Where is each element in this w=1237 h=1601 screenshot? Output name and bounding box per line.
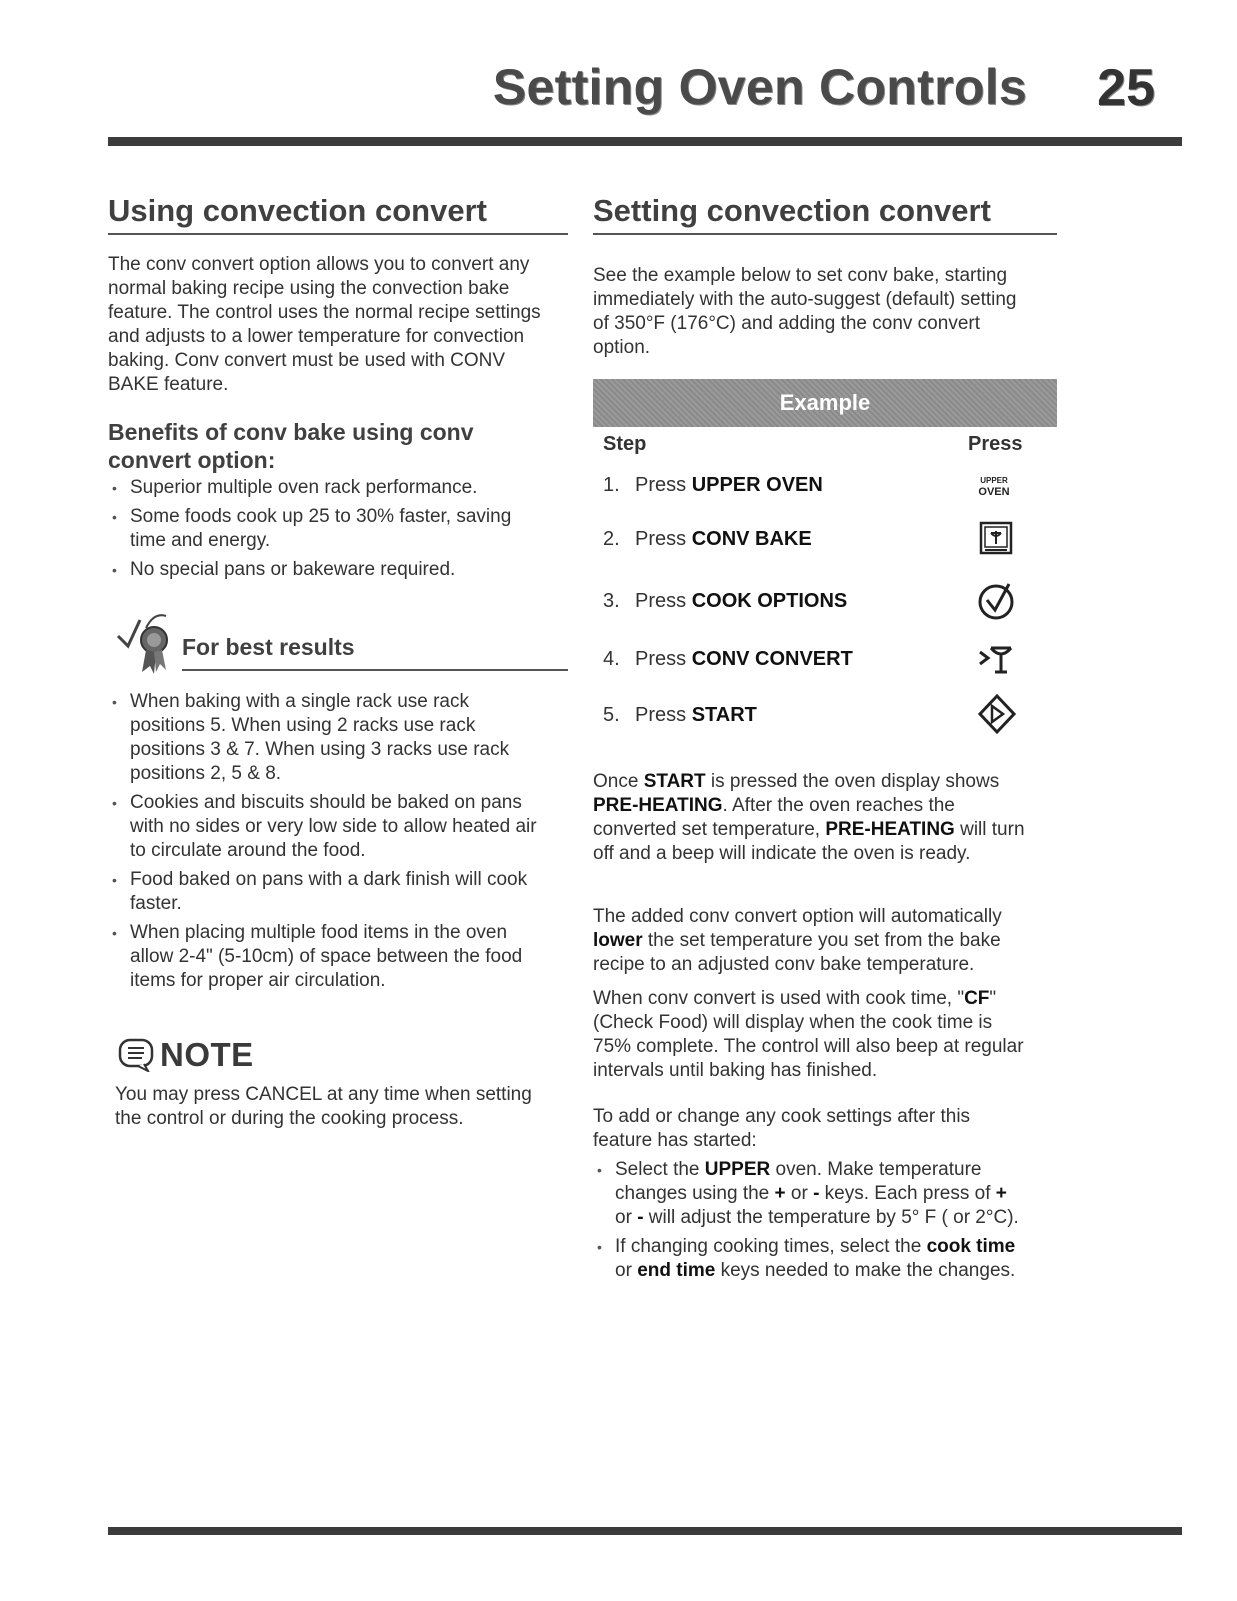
text-run: converted set temperature, xyxy=(593,819,826,840)
list-item-text: time and energy. xyxy=(130,530,271,551)
list-item-text: allow 2-4" (5-10cm) of space between the food xyxy=(130,946,523,967)
text-run: intervals until baking has finished. xyxy=(593,1060,878,1081)
text-run: " xyxy=(989,988,997,1009)
example-step-4 xyxy=(603,648,853,671)
step-key-name: CONV BAKE xyxy=(691,528,812,550)
example-step-3 xyxy=(603,590,847,613)
list-item xyxy=(108,505,578,553)
benefits-list xyxy=(108,476,578,587)
conv-convert-key-icon xyxy=(977,642,1017,676)
text-run: changes using the xyxy=(615,1183,775,1204)
text-run-bold: CF xyxy=(964,988,990,1009)
list-item xyxy=(108,476,578,500)
conv-bake-key-icon xyxy=(979,521,1013,555)
page-number: 25 xyxy=(1097,59,1155,117)
text-run: To add or change any cook settings after this xyxy=(593,1106,971,1127)
best-results-list xyxy=(108,690,583,998)
example-step-2 xyxy=(603,528,812,551)
start-key-icon xyxy=(978,694,1016,734)
text-run-bold: + xyxy=(995,1183,1007,1204)
step-key-name: START xyxy=(691,704,757,726)
note-line: the control or during the cooking process. xyxy=(115,1108,464,1129)
example-step-1 xyxy=(603,474,823,497)
step-number: 5. xyxy=(603,704,620,726)
cook-time-paragraph xyxy=(593,987,1063,1083)
step-number: 4. xyxy=(603,648,620,670)
intro-line: See the example below to set conv bake, starting xyxy=(593,265,1008,286)
intro-line: BAKE feature. xyxy=(108,374,229,395)
list-item-text: Food baked on pans with a dark finish will cook xyxy=(130,869,528,890)
note-line: You may press CANCEL at any time when setting xyxy=(115,1084,532,1105)
text-run-bold: end time xyxy=(637,1260,716,1281)
right-intro-paragraph xyxy=(593,264,1063,360)
text-run-bold: cook time xyxy=(926,1236,1016,1257)
text-run-bold: START xyxy=(643,771,706,792)
step-key-name: UPPER OVEN xyxy=(691,474,823,496)
upper-oven-key-label: OVEN xyxy=(978,486,1010,498)
intro-line: baking. Conv convert must be used with CONV xyxy=(108,350,506,371)
list-item-text: When baking with a single rack use rack xyxy=(130,691,469,712)
text-run-bold: PRE-HEATING xyxy=(593,795,723,816)
cook-options-key-icon xyxy=(977,580,1015,620)
list-item-text: No special pans or bakeware required. xyxy=(130,559,456,580)
intro-line: immediately with the auto-suggest (default) setting xyxy=(593,289,1017,310)
header-rule xyxy=(108,137,1182,146)
note-text xyxy=(115,1083,585,1131)
text-run: When conv convert is used with cook time, " xyxy=(593,988,965,1009)
intro-line: of 350°F (176°C) and adding the conv convert xyxy=(593,313,980,334)
list-item xyxy=(108,690,583,786)
list-item-text: with no sides or very low side to allow heated air xyxy=(130,816,537,837)
text-run: Select the xyxy=(615,1159,705,1180)
footer-rule xyxy=(108,1527,1182,1535)
step-verb: Press xyxy=(635,474,692,496)
change-settings-list xyxy=(593,1158,1073,1288)
upper-oven-key-icon xyxy=(974,474,1014,497)
text-run: or xyxy=(615,1207,638,1228)
example-banner: Example xyxy=(593,379,1057,427)
text-run-bold: - xyxy=(813,1183,820,1204)
text-run: (Check Food) will display when the cook time is xyxy=(593,1012,993,1033)
example-step-5 xyxy=(603,704,757,727)
press-column-header: Press xyxy=(968,433,1023,455)
intro-line: normal baking recipe using the convection bake xyxy=(108,278,510,299)
text-run: will adjust the temperature by 5° F ( or 2°C). xyxy=(643,1207,1019,1228)
list-item-text: faster. xyxy=(130,893,182,914)
list-item-text: positions 3 & 7. When using 3 racks use rack xyxy=(130,739,510,760)
note-heading: NOTE xyxy=(160,1036,254,1073)
best-results-heading: For best results xyxy=(182,634,568,671)
text-run: Once xyxy=(593,771,644,792)
list-item xyxy=(108,791,583,863)
text-run: feature has started: xyxy=(593,1130,757,1151)
text-run-bold: + xyxy=(774,1183,786,1204)
step-number: 1. xyxy=(603,474,620,496)
list-item xyxy=(108,868,583,916)
left-intro-paragraph xyxy=(108,253,578,397)
step-key-name: CONV CONVERT xyxy=(691,648,853,670)
text-run: keys. Each press of xyxy=(819,1183,996,1204)
text-run: oven. Make temperature xyxy=(770,1159,982,1180)
list-item xyxy=(108,921,583,993)
step-verb: Press xyxy=(635,648,692,670)
note-icon xyxy=(118,1038,158,1072)
intro-line: option. xyxy=(593,337,651,358)
using-convection-convert-heading: Using convection convert xyxy=(108,193,568,235)
intro-line: feature. The control uses the normal recipe settings xyxy=(108,302,541,323)
list-item-text: positions 2, 5 & 8. xyxy=(130,763,282,784)
step-verb: Press xyxy=(635,704,692,726)
list-item-text: Superior multiple oven rack performance. xyxy=(130,477,478,498)
text-run-bold: PRE-HEATING xyxy=(825,819,955,840)
list-item xyxy=(108,558,578,582)
list-item-text: Some foods cook up 25 to 30% faster, saving xyxy=(130,506,512,527)
text-run: If changing cooking times, select the xyxy=(615,1236,927,1257)
after-start-paragraph xyxy=(593,770,1063,866)
award-ribbon-icon xyxy=(108,606,178,676)
list-item-text: When placing multiple food items in the oven xyxy=(130,922,508,943)
step-verb: Press xyxy=(635,590,692,612)
step-number: 2. xyxy=(603,528,620,550)
text-run: the set temperature you set from the bake xyxy=(642,930,1001,951)
intro-line: and adjusts to a lower temperature for convection xyxy=(108,326,525,347)
page-title: Setting Oven Controls xyxy=(492,59,1027,115)
list-item xyxy=(593,1235,1073,1283)
list-item xyxy=(593,1158,1073,1230)
step-number: 3. xyxy=(603,590,620,612)
text-run-bold: UPPER xyxy=(704,1159,771,1180)
added-option-paragraph xyxy=(593,905,1063,977)
text-run-bold: - xyxy=(637,1207,644,1228)
text-run-bold: lower xyxy=(593,930,643,951)
step-verb: Press xyxy=(635,528,692,550)
text-run: recipe to an adjusted conv bake temperature. xyxy=(593,954,975,975)
text-run: . After the oven reaches the xyxy=(722,795,955,816)
text-run: 75% complete. The control will also beep at regular xyxy=(593,1036,1024,1057)
step-column-header: Step xyxy=(603,433,647,455)
list-item-text: to circulate around the food. xyxy=(130,840,366,861)
list-item-text: positions 5. When using 2 racks use rack xyxy=(130,715,476,736)
list-item-text: Cookies and biscuits should be baked on pans xyxy=(130,792,522,813)
change-settings-paragraph xyxy=(593,1105,1063,1153)
benefits-heading: Benefits of conv bake using conv convert option: xyxy=(108,419,474,473)
text-run: is pressed the oven display shows xyxy=(705,771,1000,792)
list-item-text: items for proper air circulation. xyxy=(130,970,386,991)
step-key-name: COOK OPTIONS xyxy=(691,590,848,612)
text-run: or xyxy=(785,1183,814,1204)
text-run: will turn xyxy=(954,819,1025,840)
text-run: keys needed to make the changes. xyxy=(715,1260,1016,1281)
text-run: or xyxy=(615,1260,638,1281)
text-run: off and a beep will indicate the oven is ready. xyxy=(593,843,971,864)
text-run: The added conv convert option will automatically xyxy=(593,906,1002,927)
upper-oven-key-label: UPPER xyxy=(980,476,1008,485)
intro-line: The conv convert option allows you to convert any xyxy=(108,254,530,275)
setting-convection-convert-heading: Setting convection convert xyxy=(593,193,1057,235)
